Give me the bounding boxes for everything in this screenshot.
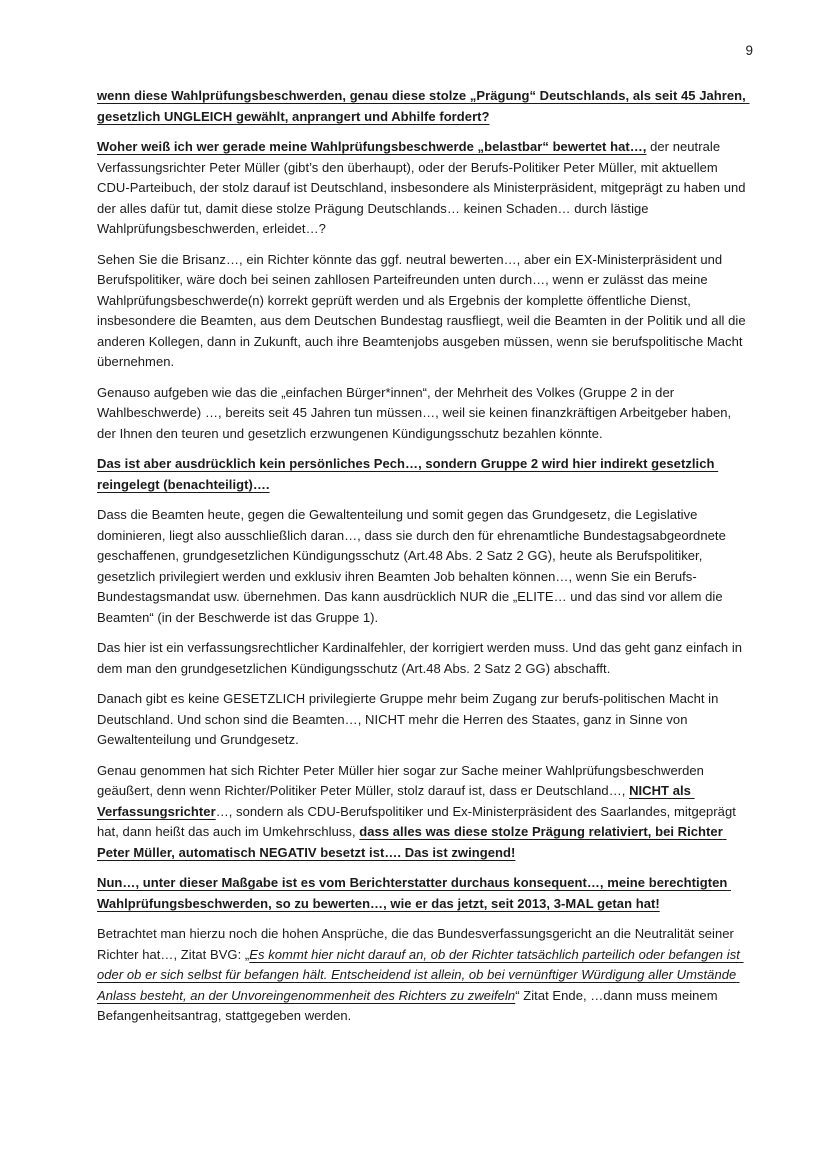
text-run: “ Zitat Ende, …dann muss meinem Befangenheitsantrag, stattgegeben werden. — [97, 987, 722, 1023]
paragraph-beamte-privileg — [97, 505, 753, 628]
paragraph-befangenheitsantrag — [97, 924, 753, 1027]
heading-wahlpruefung-continuation — [97, 86, 753, 127]
text-run: Betrachtet man hierzu noch die hohen Ansprüche, die das Bundesverfassungsgericht an die Neutralität seiner Richter hat…, Zitat BVG: „ — [97, 926, 738, 962]
bvg-quote-run: Es kommt hier nicht darauf an, ob der Richter tatsächlich parteilich oder befangen ist oder ob er sich selbst für befangen hält. Entscheidend ist allein, ob bei vernünftiger Würdigung aller Umstände Anlass besteht, an der Unvoreingenommenheit des Richters zu zweifeln — [97, 946, 744, 1003]
text-run: Dass die Beamten heute, gegen die Gewaltenteilung und somit gegen das Grundgesetz, die Legislative dominieren, liegt also ausschließlich daran…, dass sie durch den für ehrenamtliche Bundestagsabgeordnete geschaffenen, grundgesetzlichen Kündigungsschutz (Art.48 Abs. 2 Satz 2 GG), heute als Berufspolitiker, gesetzlich privilegiert werden und exklusiv ihren Beamten Job behalten können…, wenn Sie ein Berufs-Bundestagsmandat usw. übernehmen. Das kann ausdrücklich NUR die „ELITE… und das sind vor allem die Beamten“ (in der Beschwerde ist das Gruppe 1). — [97, 507, 730, 625]
paragraph-danach-keine-privilegierte-gruppe — [97, 689, 753, 751]
paragraph-kardinalfehler — [97, 638, 753, 679]
document-body — [97, 86, 753, 1027]
text-run: Das hier ist ein verfassungsrechtlicher Kardinalfehler, der korrigiert werden muss. Und das geht ganz einfach in dem man den grundgesetzlichen Kündigungsschutz (Art.48 Abs. 2 Satz 2 GG) abschafft. — [97, 640, 746, 676]
bold-underline-run: wenn diese Wahlprüfungsbeschwerden, genau diese stolze „Prägung“ Deutschlands, als seit 45 Jahren, gesetzlich UNGLEICH gewählt, anprangert und Abhilfe fordert? — [97, 88, 750, 124]
text-run: Genau genommen hat sich Richter Peter Müller hier sogar zur Sache meiner Wahlprüfungsbeschwerden geäußert, denn wenn Richter/Politiker Peter Müller, stolz darauf ist, dass er Deutschland…, — [97, 762, 708, 798]
text-run: Danach gibt es keine GESETZLICH privilegierte Gruppe mehr beim Zugang zur berufs-politischen Macht in Deutschland. Und schon sind die Beamten…, NICHT mehr die Herren des Staates, ganz in Sinne von Gewaltenteilung und Grundgesetz. — [97, 691, 723, 747]
bold-underline-run: Nun…, unter dieser Maßgabe ist es vom Berichterstatter durchaus konsequent…, meine berechtigten Wahlprüfungsbeschwerden, so zu bewerten…, wie er das jetzt, seit 2013, 3-MAL getan hat! — [97, 875, 732, 911]
paragraph-genau-genommen — [97, 761, 753, 864]
bold-underline-run: Woher weiß ich wer gerade meine Wahlprüfungsbeschwerde „belastbar“ bewertet hat…, — [97, 139, 647, 154]
bold-underline-run: Das ist aber ausdrücklich kein persönliches Pech…, sondern Gruppe 2 wird hier indirekt gesetzlich reingelegt (benachteiligt)…. — [97, 456, 719, 492]
text-run: …, sondern als CDU-Berufspolitiker und Ex-Ministerpräsident des Saarlandes, mitgeprägt hat, dann heißt das auch im Umkehrschluss, — [97, 803, 740, 839]
bold-underline-run: NICHT als Verfassungsrichter — [97, 783, 695, 819]
bold-underline-run: dass alles was diese stolze Prägung relativiert, bei Richter Peter Müller, automatisch NEGATIV besetzt ist…. Das ist zwingend! — [97, 824, 727, 860]
heading-kein-persoenliches-pech — [97, 454, 753, 495]
text-run: der neutrale Verfassungsrichter Peter Müller (gibt’s den überhaupt), oder der Berufs-Politiker Peter Müller, mit aktuellem CDU-Parteibuch, der stolz darauf ist Deutschland, insbesondere als Ministerpräsident, mitgeprägt zu haben und der alles dafür tut, damit diese stolze Prägung Deutschlands… keinen Schaden… durch lästige Wahlprüfungsbeschwerden, erleidet…? — [97, 139, 750, 236]
page-number: 9 — [745, 43, 753, 58]
text-run: Genauso aufgeben wie das die „einfachen Bürger*innen“, der Mehrheit des Volkes (Gruppe 2 in der Wahlbeschwerde) …, bereits seit 45 Jahren tun müssen…, weil sie keinen finanzkräftigen Arbeitgeber haben, der Ihnen den teuren und gesetzlich erzwungenen Kündigungsschutz bezahlen könnte. — [97, 384, 735, 441]
heading-nun-massgabe — [97, 873, 753, 914]
paragraph-genauso-aufgeben — [97, 383, 753, 445]
paragraph-woher-weiss — [97, 137, 753, 240]
paragraph-brisanz — [97, 250, 753, 373]
text-run: Sehen Sie die Brisanz…, ein Richter könnte das ggf. neutral bewerten…, aber ein EX-Ministerpräsident und Berufspolitiker, wäre doch bei seinen zahllosen Parteifreunden unten durch…, wenn er zulässt das meine Wahlprüfungsbeschwerde(n) korrekt geprüft werden und als Ergebnis der komplette öffentliche Dienst, insbesondere die Beamten, aus dem Deutschen Bundestag rausfliegt, weil die Beamten in der Politik und all die anderen Kollegen, dann in Zukunft, auch ihre Beamtenjobs ausgeben müssen, wenn sie berufspolitische Macht übernehmen. — [97, 251, 750, 369]
